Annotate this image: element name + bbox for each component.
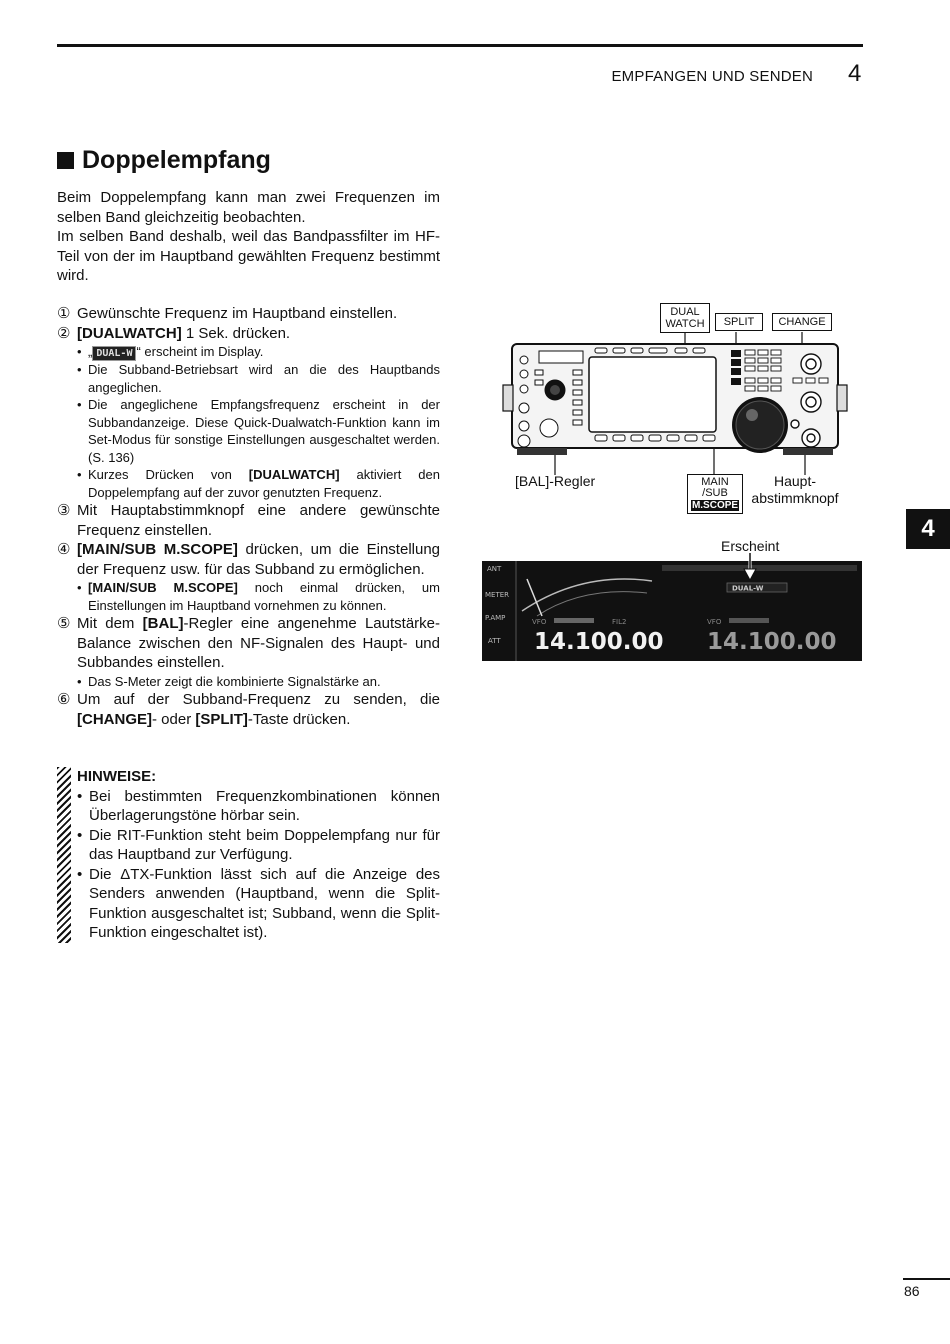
main-dial-finger-hole — [746, 409, 758, 421]
step-2-bullet: • „ DUAL-W “ erscheint im Display. — [77, 344, 264, 359]
step-4-bullet: • [MAIN/SUB M.SCOPE] noch einmal drücken, um Einstellungen im Hauptband vornehmen zu können. — [77, 580, 440, 613]
mscope-highlight: M.SCOPE — [691, 500, 739, 511]
change-key-label: CHANGE — [772, 313, 832, 331]
bullet-text: “ erscheint im Display. — [136, 344, 264, 359]
step-text: Um auf der Subband-Frequenz zu senden, die — [77, 691, 440, 708]
split-key-label: SPLIT — [715, 313, 763, 331]
display-side-label: ANT — [487, 565, 502, 573]
intro-paragraph: Im selben Band deshalb, weil das Bandpassfilter im HF-Teil von der im Hauptband gewählten Frequenz bestimmt wird. — [57, 228, 440, 284]
running-header-title: EMPFANGEN UND SENDEN — [611, 68, 813, 85]
display-sub-bar — [729, 618, 769, 623]
step-text: Gewünschte Frequenz im Hauptband einstellen. — [77, 305, 398, 322]
caption-line: abstimmknopf — [751, 490, 839, 506]
section-title-text: Doppelempfang — [82, 146, 271, 174]
display-filter: FIL2 — [612, 618, 627, 626]
step-text: drücken, um die Einstellung der Frequenz usw. für das Subband zu ermöglichen. — [77, 541, 441, 578]
note-item: • Bei bestimmten Frequenzkombinationen können Überlagerungstöne hörbar sein. — [77, 787, 440, 824]
notes-title: HINWEISE: — [77, 768, 157, 785]
radio-handle — [503, 385, 513, 411]
label-line: WATCH — [665, 318, 705, 330]
step-4 — [57, 540, 440, 579]
bottom-buttons — [595, 435, 715, 441]
bullet-text: Das S-Meter zeigt die kombinierte Signalstärke an. — [88, 673, 381, 689]
step-2-bullet: • Kurzes Drücken von [DUALWATCH] aktiviert den Doppelempfang auf der zuvor genutzten Frequenz. — [77, 467, 440, 500]
main-sub-mscope-key-label — [687, 474, 743, 514]
step-text: 1 Sek. drücken. — [181, 324, 291, 342]
note-item: • Die RIT-Funktion steht beim Doppelempfang nur für das Hauptband zur Verfügung. — [77, 826, 440, 863]
chapter-side-tab: 4 — [906, 509, 950, 549]
key-name: [DUALWATCH] — [248, 467, 340, 482]
step-number: ⑥ — [57, 691, 71, 708]
step-5-bullet: • Das S-Meter zeigt die kombinierte Signalstärke an. — [57, 673, 440, 691]
bal-control-caption: [BAL]-Regler — [515, 473, 596, 489]
label-line: MAIN — [701, 476, 729, 488]
appears-arrow-icon — [740, 553, 760, 583]
key-name: [SPLIT] — [195, 710, 248, 728]
appears-caption: Erscheint — [721, 538, 780, 554]
step-text: Mit Hauptabstimmknopf eine andere gewünschte Frequenz einstellen. — [77, 502, 440, 539]
display-main-frequency: 14.100.00 — [534, 629, 664, 655]
step-number: ⑤ — [57, 615, 71, 632]
dualwatch-key-label — [660, 303, 710, 333]
key-name: [MAIN/SUB M.SCOPE] — [88, 580, 238, 595]
bullet-text: aktiviert den Doppelempfang auf der zuvor genutzten Frequenz. — [88, 467, 440, 500]
section-title — [57, 146, 271, 175]
key-name: [BAL] — [142, 615, 184, 632]
step-1 — [57, 304, 440, 324]
step-number: ② — [57, 324, 71, 342]
key-name: [DUALWATCH] — [77, 324, 182, 342]
display-graphics — [482, 561, 862, 661]
page-number: 86 — [904, 1283, 920, 1299]
note-text: Bei bestimmten Frequenzkombinationen können Überlagerungstöne hörbar sein. — [89, 787, 440, 824]
step-5 — [57, 614, 440, 673]
display-side-label: P.AMP — [485, 614, 506, 622]
main-dial-caption — [750, 473, 840, 507]
step-text: Mit dem — [77, 615, 143, 632]
step-2-bullet: • Die angeglichene Empfangsfrequenz erscheint in der Subbandanzeige. Diese Quick-Dualwatch-Funktion kann im Set-Modus für sonstige Einstellungen ausgeschaltet werden. (S. 136) — [77, 397, 440, 465]
intro-text — [57, 188, 440, 286]
step-2 — [57, 324, 440, 344]
bullet-text: Die angeglichene Empfangsfrequenz erscheint in der Subbandanzeige. Diese Quick-Dualwatch-Funktion kann im Set-Modus für sonstige Einstellungen ausgeschaltet werden. (S. 136) — [88, 397, 440, 465]
display-main-vfo: VFO — [532, 618, 547, 626]
bal-knob-center — [550, 385, 560, 395]
display-main-bar — [554, 618, 594, 623]
dual-w-indicator: DUAL-W — [92, 346, 136, 361]
note-item: • Die ΔTX-Funktion lässt sich auf die Anzeige des Senders anwenden (Hauptband, wenn die Split-Funktion ausgeschaltet ist; Subband, wenn die Split-Funktion eingeschaltet ist). — [77, 865, 440, 941]
step-text: -Regler eine angenehme Lautstärke-Balance zwischen den NF-Signalen des Haupt- und Subbandes einstellen. — [77, 615, 440, 671]
chapter-number: 4 — [848, 60, 862, 87]
radio-foot — [517, 448, 567, 455]
main-dial-ring — [736, 401, 784, 449]
radio-foot — [783, 448, 833, 455]
bullet-text: noch einmal drücken, um Einstellungen im Hauptband vornehmen zu können. — [88, 580, 440, 613]
step-number: ① — [57, 305, 71, 322]
step-text: -Taste drücken. — [247, 710, 351, 728]
radio-meter-window — [539, 351, 583, 363]
key-name: [CHANGE] — [77, 710, 152, 728]
footer-rule — [903, 1278, 950, 1280]
step-2-bullet: • Die Subband-Betriebsart wird an die des Hauptbands angeglichen. — [77, 362, 440, 395]
step-text: - oder — [152, 710, 196, 728]
display-side-label: METER — [485, 591, 510, 599]
square-bullet-icon — [57, 152, 74, 169]
step-number: ③ — [57, 502, 71, 519]
step-number: ④ — [57, 541, 71, 558]
radio-lcd — [589, 357, 716, 432]
caption-line: Haupt- — [773, 473, 817, 489]
header-rule — [57, 44, 863, 47]
step-6 — [57, 690, 440, 729]
label-line: DUAL — [670, 306, 700, 318]
instruction-steps — [57, 304, 440, 729]
display-sub-vfo: VFO — [707, 618, 722, 626]
display-dual-w-text: DUAL-W — [732, 584, 764, 593]
quote-open: „ — [88, 344, 93, 359]
display-sub-frequency: 14.100.00 — [707, 629, 837, 655]
note-text: Die ΔTX-Funktion lässt sich auf die Anzeige des Senders anwenden (Hauptband, wenn die Split-Funktion ausgeschaltet ist; Subband, wenn die Split-Funktion eingeschaltet ist). — [89, 865, 440, 941]
radio-handle — [837, 385, 847, 411]
note-text: Die RIT-Funktion steht beim Doppelempfang nur für das Hauptband zur Verfügung. — [89, 826, 440, 863]
display-screenshot — [482, 561, 862, 661]
display-side-label: ATT — [488, 637, 501, 645]
bullet-text: Die Subband-Betriebsart wird an die des Hauptbands angeglichen. — [88, 362, 440, 395]
intro-paragraph: Beim Doppelempfang kann man zwei Frequenzen im selben Band gleichzeitig beobachten. — [57, 189, 440, 226]
step-3 — [57, 501, 440, 540]
notes-hatch-bar — [57, 767, 71, 943]
label-line: /SUB — [702, 487, 728, 499]
key-name: [MAIN/SUB M.SCOPE] — [77, 541, 238, 558]
bullet-text: Kurzes Drücken von — [88, 467, 249, 482]
